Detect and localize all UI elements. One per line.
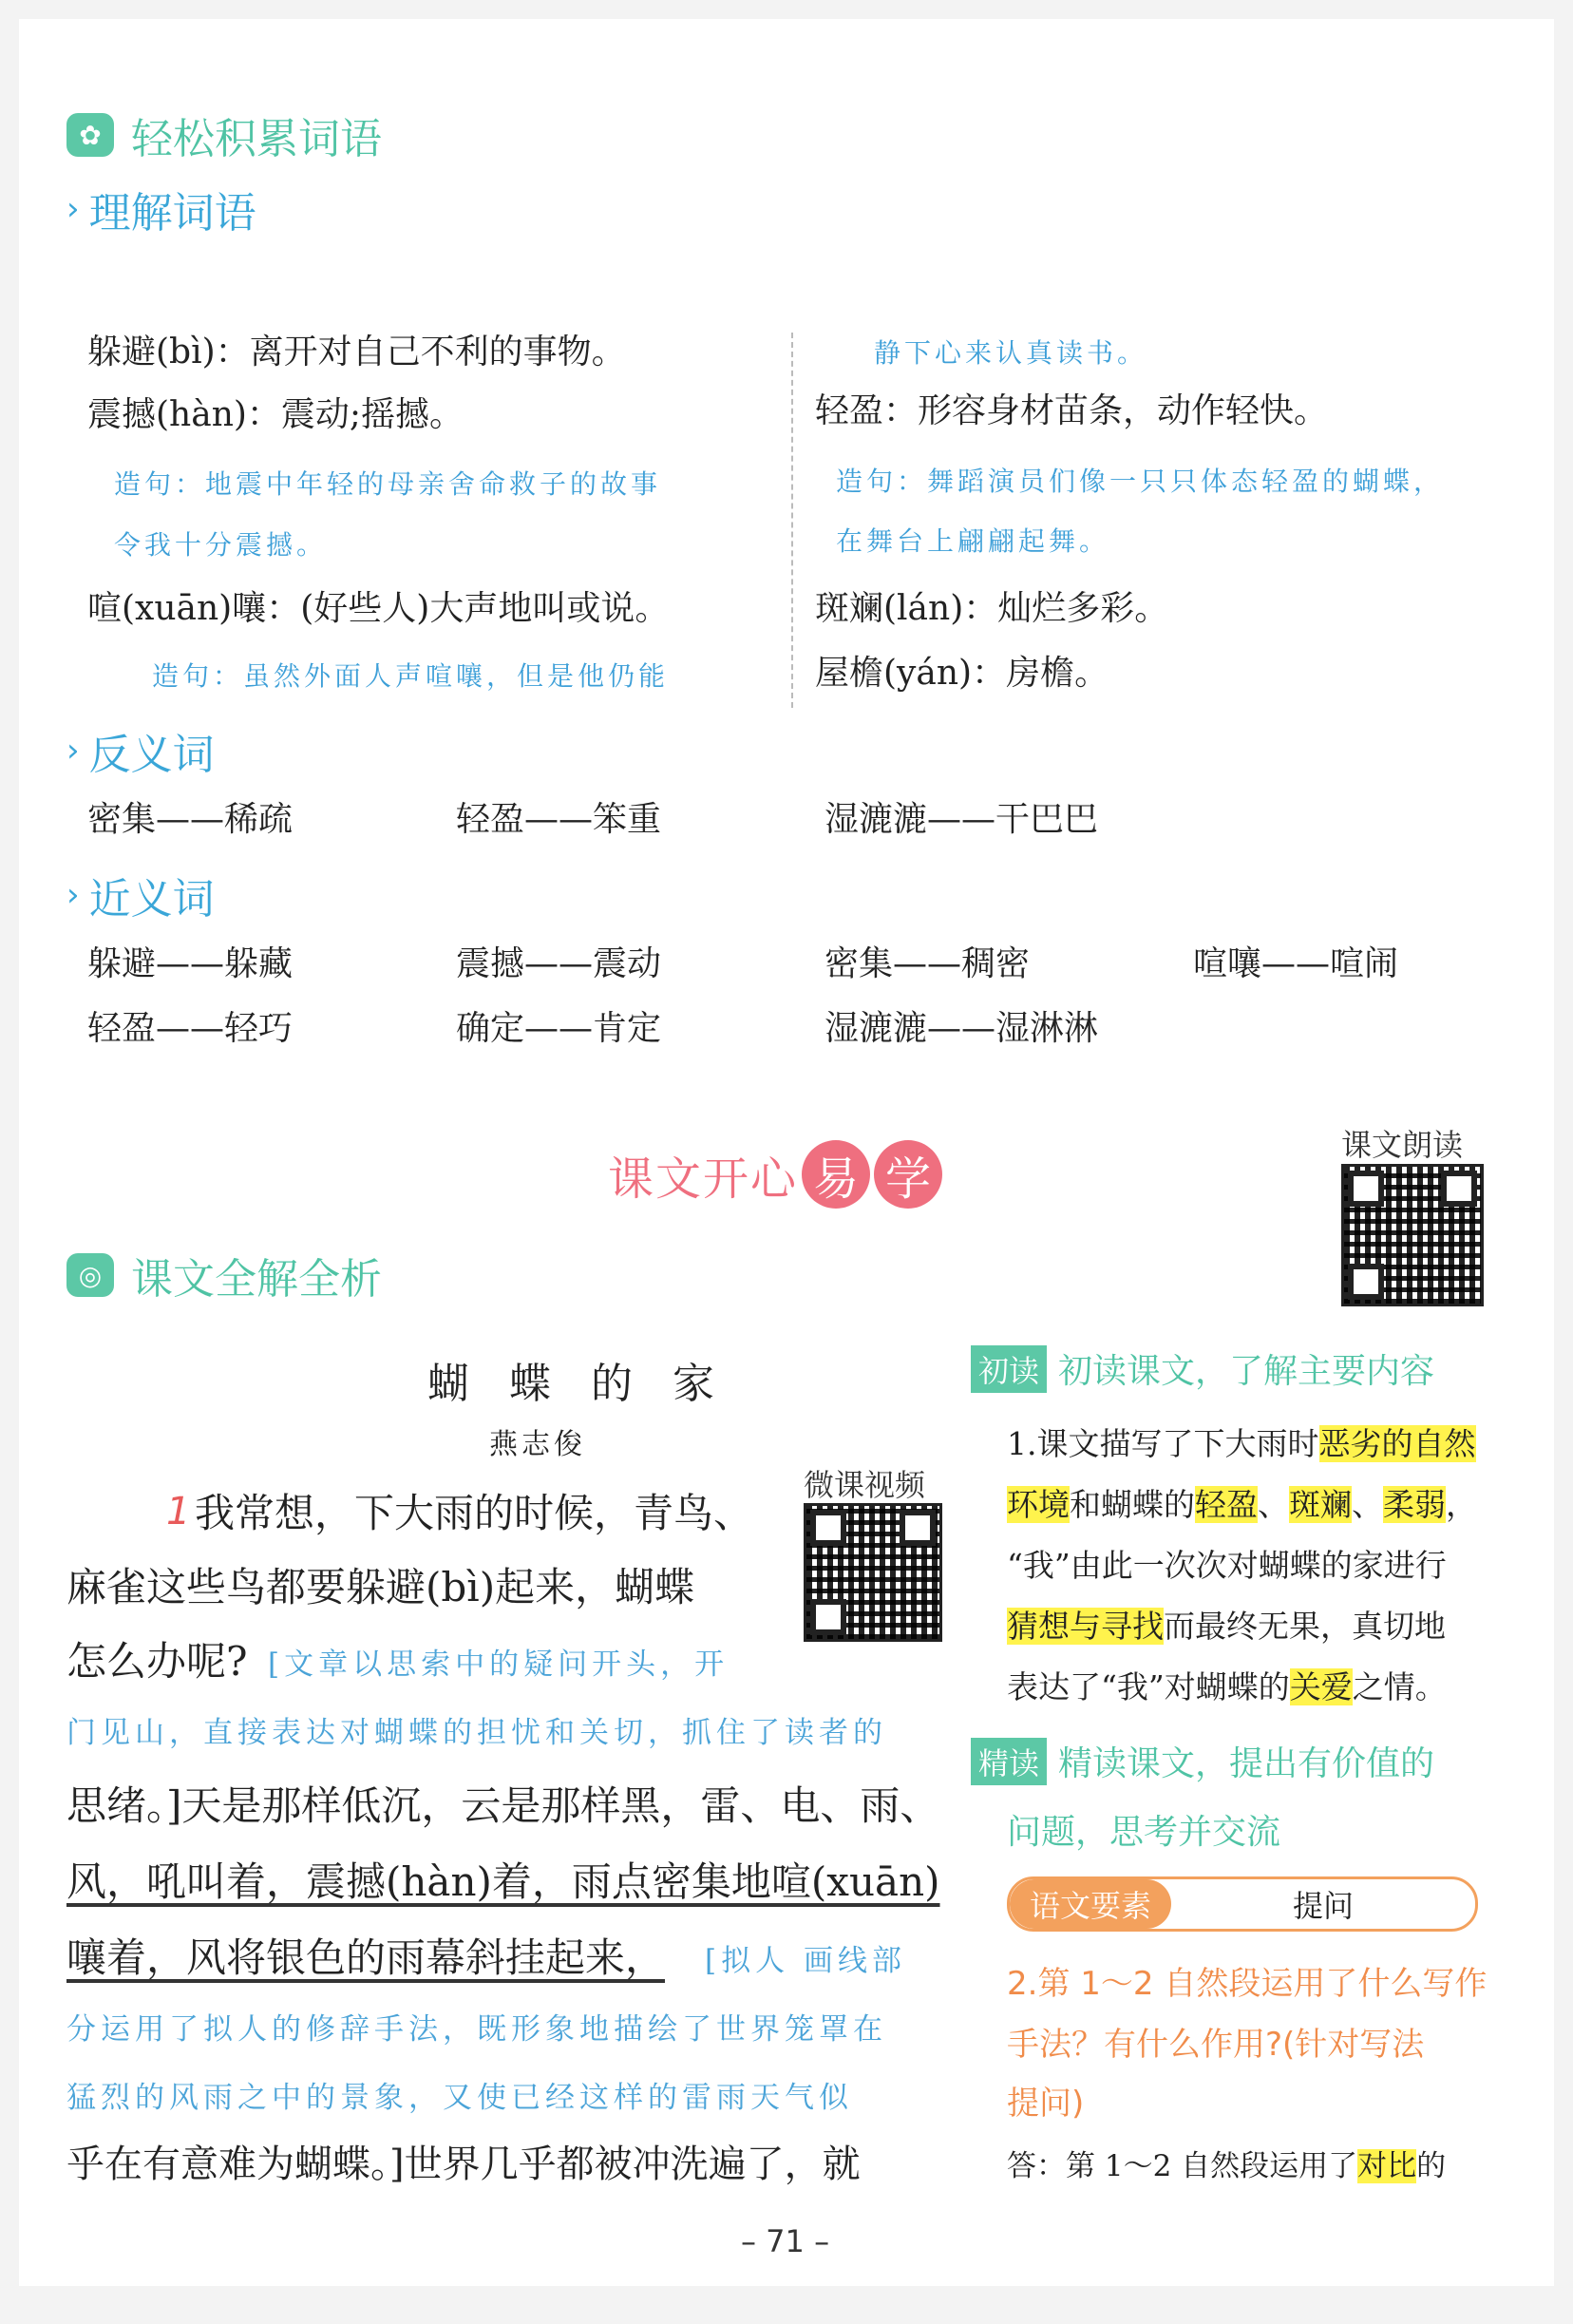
section-title-analysis — [66, 1245, 382, 1305]
article-line: 麻雀这些鸟都要躲避(bì)起来，蝴蝶 — [66, 1564, 695, 1610]
tag-text: 问题，思考并交流 — [1007, 1813, 1281, 1852]
example-sentence: 造句：虽然外面人声喧嚷，但是他仍能 — [152, 660, 670, 692]
synonym-pair: 震撼——震动 — [456, 944, 662, 983]
tag-text: 初读课文，了解主要内容 — [1058, 1352, 1435, 1391]
definition-line: 斑斓(lán)：灿烂多彩。 — [815, 589, 1169, 628]
annotation-note: 门见山，直接表达对蝴蝶的担忧和关切，抓住了读者的 — [66, 1716, 887, 1750]
answer-line: 猜想与寻找而最终无果，真切地 — [1007, 1608, 1446, 1645]
definition-line: 喧(xuān)嚷：(好些人)大声地叫或说。 — [87, 589, 670, 628]
definition-line: 屋檐(yán)：房檐。 — [815, 654, 1109, 693]
subheading-text: 理解词语 — [88, 189, 256, 238]
tag-text: 精读课文，提出有价值的 — [1058, 1744, 1435, 1783]
annotation-note: [文章以思索中的疑问开头，开 — [268, 1648, 730, 1682]
subheading-text: 反义词 — [88, 731, 215, 779]
page-number: – 71 – — [741, 2223, 830, 2259]
section-title-text: 轻松积累词语 — [131, 115, 382, 163]
answer-line: 表达了“我”对蝴蝶的关爱之情。 — [1007, 1668, 1447, 1705]
definition-line: 躲避(bì)：离开对自己不利的事物。 — [87, 333, 626, 371]
example-sentence: 造句：舞蹈演员们像一只只体态轻盈的蝴蝶， — [836, 466, 1445, 497]
synonym-pair: 躲避——躲藏 — [87, 944, 294, 983]
flower-icon: ✿ — [66, 113, 114, 157]
synonym-pair: 轻盈——轻巧 — [87, 1009, 294, 1048]
column-divider — [791, 333, 793, 708]
tag-label: 初读 — [971, 1345, 1047, 1393]
annotation-note: [拟人 画线部 — [705, 1944, 906, 1978]
annotation-note: 分运用了拟人的修辞手法，既形象地描绘了世界笼罩在 — [66, 2012, 887, 2047]
article-author: 燕志俊 — [489, 1428, 586, 1461]
paragraph-marker: 1 — [166, 1490, 191, 1533]
answer-line: 答：第 1～2 自然段运用了对比的 — [1007, 2149, 1447, 2183]
chevron-right-icon: › — [66, 190, 80, 228]
section-title-text: 课文全解全析 — [131, 1255, 382, 1304]
article-title: 蝴 蝶 的 家 — [427, 1360, 728, 1408]
synonym-pair: 喧嚷——喧闹 — [1193, 944, 1399, 983]
pill-value: 提问 — [1292, 1888, 1354, 1924]
qr-code-icon[interactable] — [1341, 1164, 1484, 1306]
synonym-pair: 湿漉漉——湿淋淋 — [824, 1009, 1099, 1048]
annotation-note: 猛烈的风雨之中的景象，又使已经这样的雷雨天气似 — [66, 2081, 853, 2115]
example-sentence: 令我十分震撼。 — [114, 529, 328, 561]
reading-tag-close — [971, 1737, 1434, 1785]
question-line: 2.第 1～2 自然段运用了什么写作 — [1007, 1965, 1488, 2003]
answer-line: 环境和蝴蝶的轻盈、斑斓、柔弱， — [1007, 1486, 1477, 1523]
page — [19, 19, 1554, 2286]
lesson-banner — [608, 1140, 942, 1209]
antonym-pair: 湿漉漉——干巴巴 — [824, 800, 1099, 839]
article-line: 风，吼叫着，震撼(hàn)着，雨点密集地喧(xuān) — [66, 1858, 940, 1905]
reading-tag-first — [971, 1344, 1434, 1393]
antonym-pair: 密集——稀疏 — [87, 800, 294, 839]
example-sentence: 在舞台上翩翩起舞。 — [836, 525, 1110, 557]
article-line: 怎么办呢? — [66, 1638, 248, 1685]
article-line: 我常想，下大雨的时候，青鸟、 — [195, 1490, 754, 1536]
qr-code-icon[interactable] — [804, 1503, 942, 1642]
reading-tag-close-cont — [1007, 1805, 1280, 1854]
chevron-right-icon: › — [66, 876, 80, 914]
article-line: 乎在有意难为蝴蝶。]世界几乎都被冲洗遍了，就 — [66, 2143, 861, 2186]
synonym-pair: 密集——稠密 — [824, 944, 1031, 983]
qr-label: 课文朗读 — [1341, 1127, 1464, 1163]
banner-badge: 易 — [802, 1140, 870, 1209]
answer-line: “我”由此一次次对蝴蝶的家进行 — [1007, 1547, 1447, 1584]
definition-line: 震撼(hàn)：震动;摇撼。 — [87, 395, 464, 434]
question-line: 手法？有什么作用?(针对写法 — [1007, 2026, 1425, 2064]
question-line: 提问) — [1007, 2085, 1085, 2123]
subheading-synonyms — [66, 865, 215, 925]
example-sentence: 造句：地震中年轻的母亲舍命救子的故事 — [114, 468, 662, 500]
pill-label: 语文要素 — [1010, 1879, 1171, 1929]
chevron-right-icon: › — [66, 732, 80, 770]
definition-line: 轻盈：形容身材苗条，动作轻快。 — [815, 391, 1329, 430]
banner-text: 课文开心 — [608, 1152, 799, 1206]
target-icon: ◎ — [66, 1253, 114, 1297]
subheading-understand — [66, 179, 256, 239]
language-element-pill — [1007, 1876, 1478, 1932]
subheading-text: 近义词 — [88, 875, 215, 924]
section-title-vocabulary — [66, 105, 382, 165]
synonym-pair: 确定——肯定 — [456, 1009, 662, 1048]
example-sentence: 静下心来认真读书。 — [874, 337, 1148, 369]
antonym-pair: 轻盈——笨重 — [456, 800, 662, 839]
article-line: 嚷着，风将银色的雨幕斜挂起来， — [66, 1934, 666, 1981]
subheading-antonyms — [66, 720, 215, 781]
answer-line: 1.课文描写了下大雨时恶劣的自然 — [1007, 1425, 1476, 1462]
tag-label: 精读 — [971, 1738, 1047, 1785]
banner-badge: 学 — [874, 1140, 942, 1209]
article-line: 思绪。]天是那样低沉，云是那样黑，雷、电、雨、 — [66, 1782, 940, 1829]
qr-label: 微课视频 — [804, 1467, 926, 1503]
